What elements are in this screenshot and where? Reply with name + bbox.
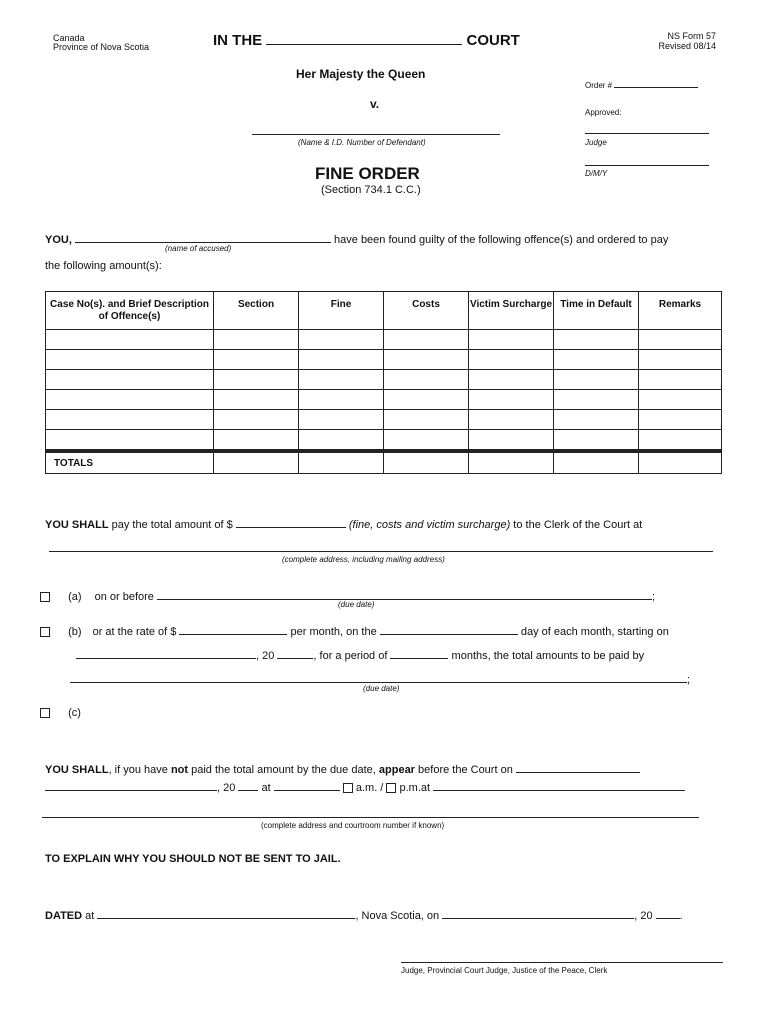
option-c-checkbox[interactable] [40,708,50,718]
table-row[interactable] [46,370,722,390]
appear-time-field[interactable] [274,779,340,791]
dated-place-field[interactable] [97,907,355,919]
table-row[interactable] [46,390,722,410]
payment-italic: (fine, costs and victim surcharge) [348,519,511,531]
pm-checkbox[interactable] [386,783,396,793]
dated-date-field[interactable] [442,907,634,919]
approved-label: Approved: [585,108,622,117]
clerk-address-field[interactable] [49,551,713,552]
col-header-fine: Fine [299,292,384,330]
intro-line [45,231,668,246]
defendant-name-field[interactable] [252,134,500,135]
courtroom-caption: (complete address and courtroom number if known) [261,821,445,830]
day-of-month-field[interactable] [380,623,518,635]
option-a: (a) on or before ; [40,588,655,603]
appear-line: YOU SHALL, if you have not paid the total amount by the due date, appear before the Court on [45,761,640,776]
prosecutor: Her Majesty the Queen [296,67,426,81]
totals-row[interactable] [46,451,722,474]
am-checkbox[interactable] [343,783,353,793]
accused-name-field[interactable] [75,231,331,243]
col-header-time-in-default: Time in Default [554,292,639,330]
table-row[interactable] [46,350,722,370]
country-label: Canada [53,33,85,43]
province-label: Province of Nova Scotia [53,42,150,52]
col-header-remarks: Remarks [639,292,722,330]
signature-caption: Judge, Provincial Court Judge, Justice of the Peace, Clerk [401,966,608,975]
accused-caption: (name of accused) [165,244,232,253]
option-c: (c) [40,707,81,719]
col-header-section: Section [214,292,299,330]
approval-date-field[interactable] [585,165,709,166]
revised-date: Revised 08/14 [658,41,716,51]
option-a-due-date-field[interactable] [157,588,652,600]
section-reference: (Section 734.1 C.C.) [321,184,421,196]
option-b-line2: , 20 , for a period of months, the total amounts to be paid by [76,647,644,662]
option-b-checkbox[interactable] [40,627,50,637]
option-a-checkbox[interactable] [40,592,50,602]
court-heading [213,31,520,49]
option-b-due-date-field[interactable] [70,671,687,683]
form-title: FINE ORDER [315,164,420,183]
date-label: D/M/Y [585,169,608,178]
appear-date-field[interactable] [516,761,640,773]
court-heading-right: COURT [466,32,520,49]
option-b-caption: (due date) [363,684,400,693]
col-header-case: Case No(s). and Brief Description of Offence(s) [46,292,214,330]
table-row[interactable] [46,430,722,452]
table-row[interactable] [46,330,722,350]
table-header-row [46,292,722,330]
form-number: NS Form 57 Revised 08/14 [658,31,716,51]
address-caption: (complete address, including mailing address) [282,555,445,564]
col-header-costs: Costs [384,292,469,330]
court-heading-left: IN THE [213,32,263,49]
court-name-field[interactable] [266,31,462,45]
col-header-victim-surcharge: Victim Surcharge [469,292,554,330]
payment-line: YOU SHALL pay the total amount of $ (fine, costs and victim surcharge) to the Clerk of the Court at [45,516,642,531]
totals-label: TOTALS [46,451,214,474]
option-b: (b) or at the rate of $ per month, on the day of each month, starting on [40,623,669,638]
option-a-caption: (due date) [338,600,375,609]
total-amount-field[interactable] [236,516,346,528]
judge-label: Judge [585,138,607,147]
you-shall-label: YOU SHALL [45,519,109,531]
offences-table [45,291,722,474]
courtroom-address-field[interactable] [42,817,699,818]
dated-year-field[interactable] [656,907,680,919]
appear-line2: , 20 at a.m. / p.m.at [45,779,685,794]
defendant-caption: (Name & I.D. Number of Defendant) [298,138,426,147]
monthly-rate-field[interactable] [179,623,287,635]
appear-year-field[interactable] [238,779,258,791]
intro-text: have been found guilty of the following offence(s) and ordered to pay [334,234,669,246]
you-label: YOU, [45,234,72,246]
dated-line: DATED at , Nova Scotia, on , 20 . [45,907,683,922]
start-date-field[interactable] [76,647,256,659]
order-number-field[interactable] [614,79,698,88]
appear-month-field[interactable] [45,779,217,791]
versus: v. [370,97,380,111]
explain-statement: TO EXPLAIN WHY YOU SHOULD NOT BE SENT TO JAIL. [45,853,341,865]
signature-field[interactable] [401,962,723,963]
order-number: Order # [585,79,698,90]
appear-location-field[interactable] [433,779,685,791]
option-b-line3: ; [70,671,690,686]
table-row[interactable] [46,410,722,430]
start-year-field[interactable] [277,647,313,659]
period-months-field[interactable] [390,647,448,659]
intro-continuation: the following amount(s): [45,260,162,272]
judge-signature-field[interactable] [585,133,709,134]
